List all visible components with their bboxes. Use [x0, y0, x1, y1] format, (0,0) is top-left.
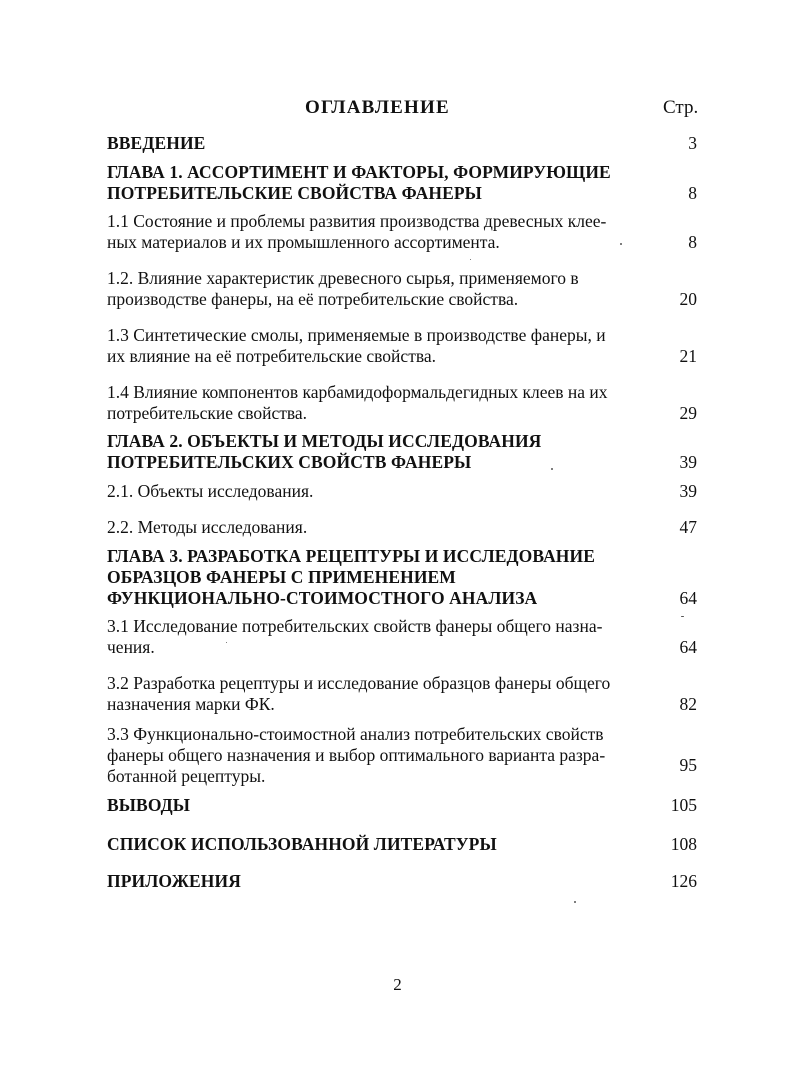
toc-entry-text: ГЛАВА 3. РАЗРАБОТКА РЕЦЕПТУРЫ И ИССЛЕДОВАНИЕ ОБРАЗЦОВ ФАНЕРЫ С ПРИМЕНЕНИЕМ ФУНКЦИОНАЛЬНО-СТОИМОСТНОГО АНАЛИЗА — [107, 546, 595, 608]
toc-title: ОГЛАВЛЕНИЕ — [305, 97, 450, 118]
toc-entry-section-1-4[interactable] — [107, 382, 697, 424]
toc-entry-page: 20 — [679, 289, 697, 309]
toc-entry-text: 3.3 Функционально-стоимостной анализ потребительских свойств фанеры общего назначения и выбор оптимального варианта разра- ботанной рецептуры. — [107, 724, 606, 786]
toc-entry-appendices[interactable] — [107, 871, 697, 892]
toc-entry-bibliography[interactable] — [107, 834, 697, 855]
toc-entry-page: 95 — [679, 755, 697, 775]
toc-entry-page: 108 — [670, 834, 697, 854]
toc-entry-section-1-3[interactable] — [107, 325, 697, 367]
toc-entry-conclusions[interactable] — [107, 795, 697, 816]
toc-entry-page: 3 — [688, 133, 697, 153]
toc-entry-chapter-2[interactable] — [107, 431, 697, 473]
scan-speck — [620, 243, 622, 245]
toc-entry-section-2-1[interactable] — [107, 481, 697, 502]
toc-entry-text: 2.1. Объекты исследования. — [107, 481, 314, 501]
toc-entry-text: ВЫВОДЫ — [107, 795, 191, 815]
toc-entry-text: 1.4 Влияние компонентов карбамидоформальдегидных клеев на их потребительские свойства. — [107, 382, 608, 423]
toc-entry-text: 1.3 Синтетические смолы, применяемые в производстве фанеры, и их влияние на её потребительские свойства. — [107, 325, 606, 366]
toc-entry-text: 3.1 Исследование потребительских свойств фанеры общего назна- чения. — [107, 616, 603, 657]
toc-entry-page: 105 — [670, 795, 697, 815]
toc-entry-chapter-3[interactable] — [107, 546, 697, 609]
toc-entry-text: ГЛАВА 1. АССОРТИМЕНТ И ФАКТОРЫ, ФОРМИРУЮЩИЕ ПОТРЕБИТЕЛЬСКИЕ СВОЙСТВА ФАНЕРЫ — [107, 162, 611, 203]
toc-entry-introduction[interactable] — [107, 133, 697, 154]
toc-entry-section-2-2[interactable] — [107, 517, 697, 538]
toc-entry-page: 47 — [679, 517, 697, 537]
toc-entry-text: 2.2. Методы исследования. — [107, 517, 308, 537]
toc-header — [0, 97, 795, 121]
toc-entry-section-3-1[interactable] — [107, 616, 697, 658]
scan-speck — [551, 468, 553, 470]
toc-entry-page: 39 — [679, 452, 697, 472]
scan-speck — [574, 901, 576, 903]
scan-speck — [226, 642, 227, 643]
toc-entry-section-3-3[interactable] — [107, 724, 697, 787]
toc-entry-page: 8 — [688, 183, 697, 203]
toc-entry-section-1-2[interactable] — [107, 268, 697, 310]
page-number: 2 — [393, 975, 402, 994]
page-column-label: Стр. — [663, 97, 699, 118]
toc-entry-chapter-1[interactable] — [107, 162, 697, 204]
toc-entry-page: 21 — [679, 346, 697, 366]
toc-entry-section-3-2[interactable] — [107, 673, 697, 715]
toc-entry-text: ПРИЛОЖЕНИЯ — [107, 871, 241, 891]
toc-entry-text: 3.2 Разработка рецептуры и исследование образцов фанеры общего назначения марки ФК. — [107, 673, 611, 714]
toc-entry-text: 1.2. Влияние характеристик древесного сырья, применяемого в производстве фанеры, на её потребительские свойства. — [107, 268, 579, 309]
toc-entry-page: 82 — [679, 694, 697, 714]
toc-entry-page: 126 — [670, 871, 697, 891]
scan-speck — [470, 259, 471, 260]
toc-entry-page: 29 — [679, 403, 697, 423]
toc-entry-page: 39 — [679, 481, 697, 501]
toc-entry-text: ВВЕДЕНИЕ — [107, 133, 206, 153]
toc-entry-page: 8 — [688, 232, 697, 252]
toc-entry-section-1-1[interactable] — [107, 211, 697, 253]
toc-entry-text: СПИСОК ИСПОЛЬЗОВАННОЙ ЛИТЕРАТУРЫ — [107, 834, 497, 854]
toc-entry-page: 64 — [679, 588, 697, 608]
toc-entry-text: 1.1 Состояние и проблемы развития производства древесных клее- ных материалов и их промышленного ассортимента. — [107, 211, 607, 252]
scan-speck — [681, 616, 684, 617]
toc-entry-text: ГЛАВА 2. ОБЪЕКТЫ И МЕТОДЫ ИССЛЕДОВАНИЯ ПОТРЕБИТЕЛЬСКИХ СВОЙСТВ ФАНЕРЫ — [107, 431, 542, 472]
toc-entry-page: 64 — [679, 637, 697, 657]
